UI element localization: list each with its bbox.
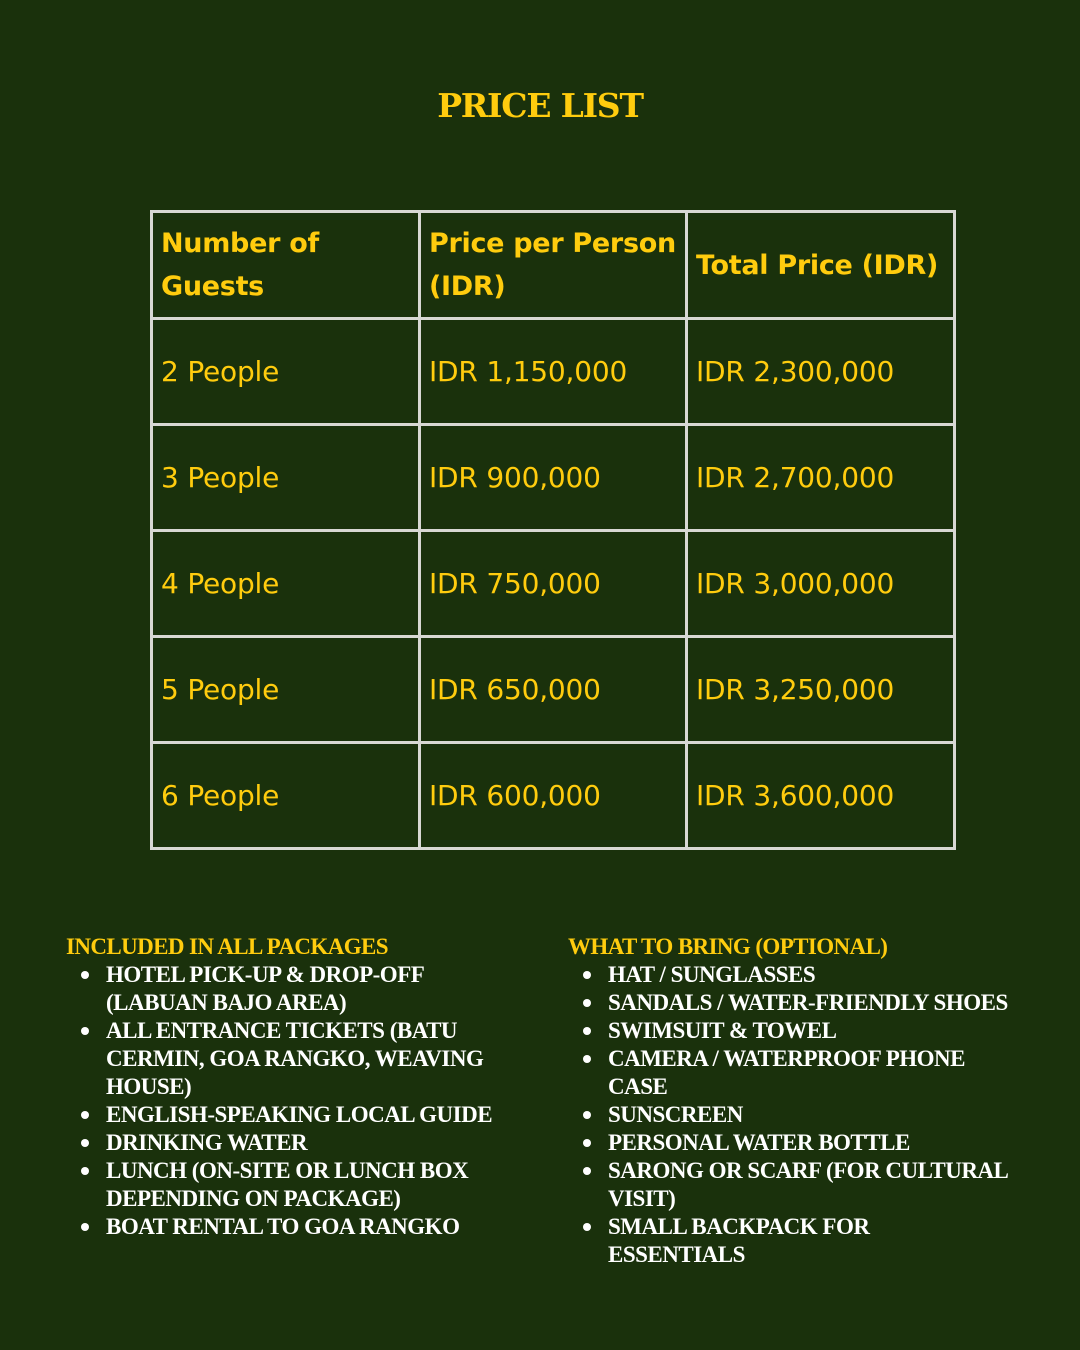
price-per-person-cell: IDR 750,000	[420, 531, 687, 637]
list-item	[106, 1129, 506, 1157]
what-to-bring-section	[568, 933, 1008, 1269]
what-to-bring-list	[568, 961, 1008, 1269]
bullet-icon	[583, 1139, 591, 1147]
price-per-person-cell: IDR 900,000	[420, 425, 687, 531]
list-item	[608, 1045, 1008, 1101]
bullet-icon	[81, 1167, 89, 1175]
list-item-text: BOAT RENTAL TO GOA RANGKO	[106, 1214, 460, 1239]
list-item-text: LUNCH (ON-SITE OR LUNCH BOX DEPENDING ON PACKAGE)	[106, 1158, 469, 1211]
list-item	[106, 1213, 506, 1241]
list-item	[608, 1129, 1008, 1157]
bullet-icon	[81, 1111, 89, 1119]
page-title: PRICE LIST	[437, 86, 643, 125]
list-item	[106, 1017, 506, 1101]
table-row	[152, 425, 955, 531]
list-item-text: SUNSCREEN	[608, 1102, 743, 1127]
header-total-price: Total Price (IDR)	[687, 212, 955, 319]
list-item	[608, 1213, 1008, 1269]
guests-cell: 6 People	[152, 743, 420, 849]
bullet-icon	[81, 971, 89, 979]
guests-cell: 2 People	[152, 319, 420, 425]
list-item-text: CAMERA / WATERPROOF PHONE CASE	[608, 1046, 966, 1099]
guests-cell: 3 People	[152, 425, 420, 531]
bullet-icon	[81, 1139, 89, 1147]
list-item	[608, 1101, 1008, 1129]
bullet-icon	[81, 1027, 89, 1035]
list-item	[608, 961, 1008, 989]
list-item	[106, 961, 506, 1017]
total-price-cell: IDR 2,300,000	[687, 319, 955, 425]
list-item	[608, 1157, 1008, 1213]
list-item	[106, 1101, 506, 1129]
bullet-icon	[583, 1223, 591, 1231]
included-section	[66, 933, 506, 1241]
total-price-cell: IDR 3,000,000	[687, 531, 955, 637]
included-list	[66, 961, 506, 1241]
bullet-icon	[583, 971, 591, 979]
list-item-text: ENGLISH-SPEAKING LOCAL GUIDE	[106, 1102, 493, 1127]
list-item-text: PERSONAL WATER BOTTLE	[608, 1130, 910, 1155]
list-item	[608, 989, 1008, 1017]
list-item-text: SANDALS / WATER-FRIENDLY SHOES	[608, 990, 1008, 1015]
header-price-per-person: Price per Person (IDR)	[420, 212, 687, 319]
table-row	[152, 531, 955, 637]
price-per-person-cell: IDR 1,150,000	[420, 319, 687, 425]
list-item-text: SWIMSUIT & TOWEL	[608, 1018, 837, 1043]
bullet-icon	[583, 1111, 591, 1119]
total-price-cell: IDR 3,250,000	[687, 637, 955, 743]
bullet-icon	[583, 1027, 591, 1035]
table-row	[152, 319, 955, 425]
bullet-icon	[583, 999, 591, 1007]
guests-cell: 4 People	[152, 531, 420, 637]
price-per-person-cell: IDR 650,000	[420, 637, 687, 743]
list-item	[106, 1157, 506, 1213]
bullet-icon	[81, 1223, 89, 1231]
table-row	[152, 743, 955, 849]
list-item	[608, 1017, 1008, 1045]
table-header-row	[152, 212, 955, 319]
list-item-text: HOTEL PICK-UP & DROP-OFF (LABUAN BAJO AREA)	[106, 962, 424, 1015]
table-row	[152, 637, 955, 743]
total-price-cell: IDR 2,700,000	[687, 425, 955, 531]
list-item-text: SMALL BACKPACK FOR ESSENTIALS	[608, 1214, 870, 1267]
guests-cell: 5 People	[152, 637, 420, 743]
price-per-person-cell: IDR 600,000	[420, 743, 687, 849]
list-item-text: SARONG OR SCARF (FOR CULTURAL VISIT)	[608, 1158, 1008, 1211]
included-heading: INCLUDED IN ALL PACKAGES	[66, 934, 388, 959]
total-price-cell: IDR 3,600,000	[687, 743, 955, 849]
bullet-icon	[583, 1167, 591, 1175]
list-item-text: HAT / SUNGLASSES	[608, 962, 816, 987]
bullet-icon	[583, 1055, 591, 1063]
list-item-text: DRINKING WATER	[106, 1130, 308, 1155]
list-item-text: ALL ENTRANCE TICKETS (BATU CERMIN, GOA RANGKO, WEAVING HOUSE)	[106, 1018, 484, 1099]
header-number-of-guests: Number of Guests	[152, 212, 420, 319]
what-to-bring-heading: WHAT TO BRING (OPTIONAL)	[568, 934, 888, 959]
price-table	[150, 210, 956, 850]
